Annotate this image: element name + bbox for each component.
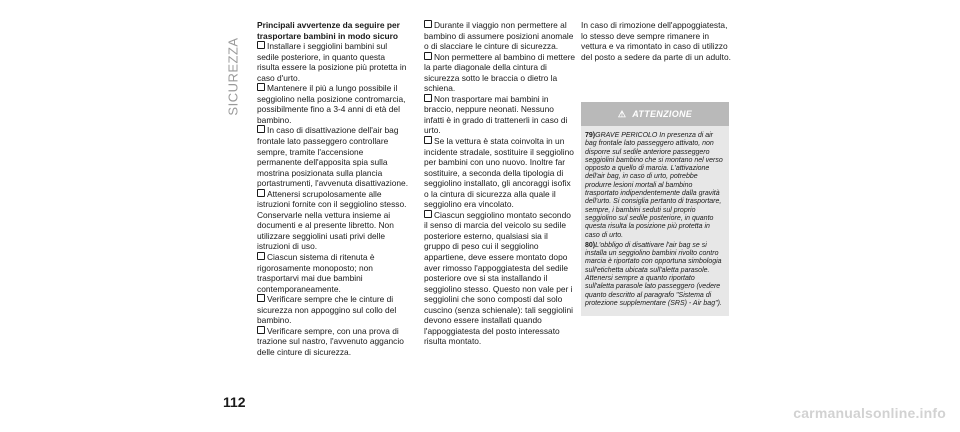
checkbox-bullet-icon — [424, 20, 432, 28]
attention-item-text: GRAVE PERICOLO In presenza di air bag frontale lato passeggero attivato, non disporre sul sedile anteriore passeggero seggiolini bambino che si montano nel verso opposto a quello di marcia. L'attivazione dell'air bag, in caso di urto, potrebbe produrre lesioni mortali al bambino trasportato indipendentemente dalla gravità dell'urto. Si consiglia pertanto di trasportare, sempre, i bambini seduti sul proprio seggiolino sul sedile posteriore, in quanto questa risulta la posizione più protetta in caso di urto. — [585, 132, 723, 239]
section-side-tab — [222, 36, 244, 116]
section-side-tab-label: SICUREZZA — [225, 36, 241, 116]
bullet-text: Mantenere il più a lungo possibile il seggiolino nella posizione contromarcia, possibilmente fino a 3-4 anni di età del bambino. — [257, 83, 406, 125]
bullet-item — [257, 294, 409, 326]
checkbox-bullet-icon — [257, 294, 265, 302]
attention-item-number: 80) — [585, 241, 596, 249]
attention-item — [585, 132, 725, 240]
bullet-text: Verificare sempre che le cinture di sicurezza non appoggino sul collo del bambino. — [257, 294, 397, 326]
checkbox-bullet-icon — [424, 210, 432, 218]
checkbox-bullet-icon — [424, 94, 432, 102]
attention-item-text: L'obbligo di disattivare l'air bag se si installa un seggiolino bambini rivolto contro marcia è riportato con opportuna simbologia sull'etichetta ubicata sull'aletta parasole. Attenersi sempre a quanto riportato sull'aletta parasole lato passeggero (vedere quanto descritto al paragrafo "Sistema di protezione supplementare (SRS) - Air bag"). — [585, 241, 722, 307]
section-heading: Principali avvertenze da seguire per trasportare bambini in modo sicuro — [257, 20, 400, 41]
column-2 — [424, 20, 576, 347]
checkbox-bullet-icon — [257, 189, 265, 197]
paragraph-text: In caso di rimozione dell'appoggiatesta, lo stesso deve sempre rimanere in vettura e va rimontato in caso di utilizzo del posto a sedere da parte di un adulto. — [581, 20, 731, 62]
bullet-item — [424, 52, 576, 94]
bullet-item — [424, 20, 576, 52]
column-1 — [257, 20, 409, 358]
bullet-item — [257, 41, 409, 83]
column-3 — [581, 20, 731, 62]
bullet-text: Non trasportare mai bambini in braccio, neppure neonati. Nessuno infatti è in grado di trattenerli in caso di urto. — [424, 93, 568, 136]
bullet-text: Durante il viaggio non permettere al bambino di assumere posizioni anomale o di slacciare le cinture di sicurezza. — [424, 20, 574, 52]
checkbox-bullet-icon — [424, 136, 432, 144]
checkbox-bullet-icon — [257, 252, 265, 260]
checkbox-bullet-icon — [257, 41, 265, 49]
bullet-item — [424, 94, 576, 136]
bullet-text: Attenersi scrupolosamente alle istruzioni fornite con il seggiolino stesso. Conservarle nella vettura insieme ai documenti e al presente libretto. Non utilizzare seggiolini usati privi delle istruzioni di uso. — [257, 188, 407, 252]
bullet-text: Installare i seggiolini bambini sul sedile posteriore, in quanto questa risulta essere la posizione più protetta in caso d'urto. — [257, 41, 407, 83]
watermark-text: carmanualsonline.info — [793, 405, 946, 421]
page-number: 112 — [223, 394, 246, 410]
attention-header — [581, 102, 729, 126]
bullet-text: Se la vettura è stata coinvolta in un incidente stradale, sostituire il seggiolino per bambini con uno nuovo. Inoltre far sostituire, a seconda della tipologia di seggiolino installato, gli ancoraggi isofix o la cintura di sicurezza alla quale il seggiolino era vincolato. — [424, 136, 574, 210]
bullet-text: Verificare sempre, con una prova di trazione sul nastro, l'avvenuto aggancio delle cinture di sicurezza. — [257, 325, 404, 357]
bullet-text: Ciascun seggiolino montato secondo il senso di marcia del veicolo su sedile posteriore esterno, qualsiasi sia il gruppo di peso cui il seggiolino appartiene, deve essere montato dopo aver rimosso l'appoggiatesta del sedile posteriore ove si sta installando il seggiolino stesso. Questo non vale per i seggiolini che sono composti dal solo cuscino (senza schienale): tali seggiolini devono essere installati quando l'appoggiatesta del posto interessato risulta montato. — [424, 209, 573, 347]
checkbox-bullet-icon — [424, 52, 432, 60]
checkbox-bullet-icon — [257, 83, 265, 91]
bullet-text: Ciascun sistema di ritenuta è rigorosamente monoposto; non trasportarvi mai due bambini contemporaneamente. — [257, 252, 375, 294]
checkbox-bullet-icon — [257, 125, 265, 133]
bullet-item — [424, 210, 576, 347]
checkbox-bullet-icon — [257, 326, 265, 334]
warning-triangle-icon: ⚠ — [617, 108, 627, 119]
bullet-item — [257, 326, 409, 358]
bullet-text: Non permettere al bambino di mettere la parte diagonale della cintura di sicurezza sotto le braccia o dietro la schiena. — [424, 51, 576, 94]
attention-item — [585, 242, 725, 308]
bullet-item — [424, 136, 576, 210]
bullet-item — [257, 83, 409, 125]
bullet-text: In caso di disattivazione dell'air bag frontale lato passeggero controllare sempre, tramite l'accensione permanente dell'apposita spia sulla mostrina posizionata sulla plancia portastrumenti, l'avvenuta disattivazione. — [257, 125, 409, 189]
attention-item-number: 79) — [585, 132, 596, 139]
bullet-item — [257, 189, 409, 252]
attention-title: ATTENZIONE — [632, 109, 693, 119]
bullet-item — [257, 252, 409, 294]
attention-box — [581, 102, 729, 316]
bullet-item — [257, 125, 409, 188]
attention-body — [581, 126, 729, 316]
